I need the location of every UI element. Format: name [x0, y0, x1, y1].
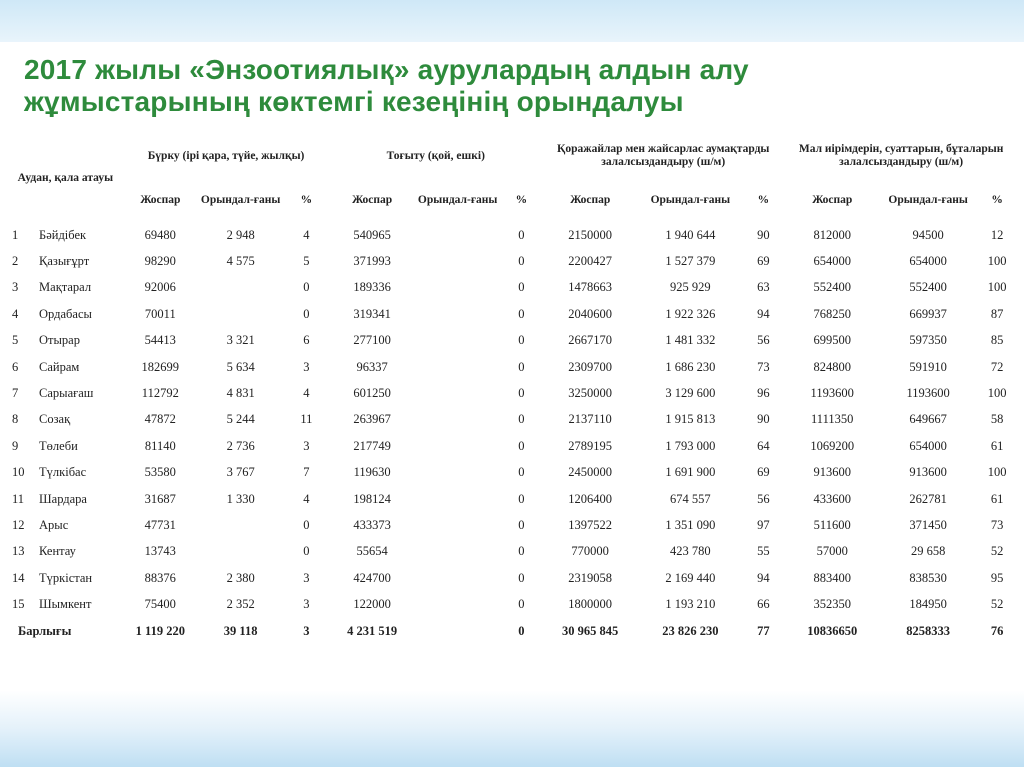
table-cell: 4: [303, 491, 310, 506]
table-cell: [415, 222, 501, 248]
table-cell: 85: [990, 333, 1004, 348]
table-row: [8, 486, 1018, 512]
table-cell: 5: [303, 254, 310, 269]
table-cell: 100: [987, 280, 1007, 295]
table-cell: 1 193 210: [665, 597, 716, 612]
table-cell: 56: [757, 333, 770, 348]
table-cell: 52: [990, 597, 1004, 612]
table-cell: 3250000: [568, 386, 613, 401]
table-cell: 2150000: [568, 227, 613, 242]
table-cell: 669937: [909, 306, 947, 321]
table-cell: 0: [518, 570, 525, 585]
table-cell: 94500: [912, 227, 944, 242]
table-cell: 184950: [909, 597, 947, 612]
table-cell: 433600: [813, 491, 851, 506]
table-cell: 674 557: [670, 491, 711, 506]
col-pct: %: [515, 193, 528, 206]
table-cell: 29 658: [910, 544, 946, 559]
table-cell: 52: [990, 544, 1004, 559]
table-row: [8, 539, 1018, 565]
table-cell: 81140: [144, 438, 176, 453]
table-cell: 913600: [909, 465, 947, 480]
table-cell: 540965: [353, 227, 391, 242]
table-cell: 1 686 230: [665, 359, 716, 374]
col-pct: %: [991, 193, 1003, 206]
table-cell: 31687: [144, 491, 176, 506]
table-cell: 824800: [813, 359, 851, 374]
slide-title: [24, 54, 1004, 118]
total-cell: [415, 618, 501, 646]
table-cell: 217749: [353, 438, 391, 453]
table-cell: 0: [518, 280, 525, 295]
table-cell: 1193600: [906, 386, 950, 401]
table-cell: 97: [757, 517, 770, 532]
table-cell: [198, 512, 284, 538]
district-name: Төлеби: [39, 438, 78, 453]
table-cell: 654000: [909, 438, 947, 453]
table-row: [8, 565, 1018, 591]
table-cell: 198124: [353, 491, 391, 506]
table-cell: 61: [990, 438, 1004, 453]
col-pct: %: [757, 193, 770, 206]
row-number: 15: [12, 597, 25, 612]
district-name: Арыс: [39, 517, 69, 532]
table-cell: 591910: [909, 359, 947, 374]
table-cell: 2 380: [226, 570, 255, 585]
table-row: [8, 301, 1018, 327]
table-cell: 2450000: [568, 465, 613, 480]
table-cell: [415, 565, 501, 591]
table-cell: 63: [757, 280, 770, 295]
table-cell: 61: [990, 491, 1004, 506]
table-cell: 3: [303, 359, 310, 374]
total-cell: 8258333: [906, 624, 951, 639]
table-cell: 5 244: [226, 412, 255, 427]
group-header-premises: Қоражайлар мен жайсарлас аумақтарды залалсыздандыру (ш/м): [557, 143, 770, 168]
table-cell: 3 129 600: [665, 386, 716, 401]
district-name: Сарыағаш: [39, 386, 94, 401]
district-name: Кентау: [39, 544, 76, 559]
district-name: Түлкібас: [39, 465, 87, 480]
table-cell: 1 330: [226, 491, 255, 506]
total-cell: 3: [303, 624, 310, 639]
district-name: Шардара: [39, 491, 87, 506]
table-cell: 69: [757, 465, 770, 480]
table-cell: [415, 486, 501, 512]
table-cell: 90: [757, 412, 770, 427]
row-number: 11: [12, 491, 25, 506]
row-number: 4: [12, 306, 19, 321]
table-cell: 0: [518, 544, 525, 559]
table-cell: [415, 328, 501, 354]
table-cell: 7: [303, 465, 310, 480]
total-cell: 0: [518, 624, 525, 639]
total-cell: 1 119 220: [135, 624, 185, 639]
row-number: 12: [12, 517, 25, 532]
table-cell: [415, 460, 501, 486]
total-cell: 39 118: [223, 624, 258, 639]
table-cell: [415, 354, 501, 380]
table-cell: 2309700: [568, 359, 613, 374]
table-cell: 90: [757, 227, 770, 242]
table-cell: 0: [518, 517, 525, 532]
table-cell: 1 940 644: [665, 227, 716, 242]
table-cell: 55654: [356, 544, 388, 559]
row-number: 5: [12, 333, 19, 348]
table-cell: 12: [990, 227, 1004, 242]
table-cell: 13743: [144, 544, 176, 559]
table-cell: 88376: [144, 570, 176, 585]
table-row: [8, 248, 1018, 274]
table-row: [8, 380, 1018, 406]
district-name: Ордабасы: [39, 306, 92, 321]
table-cell: 73: [757, 359, 770, 374]
table-cell: 69: [757, 254, 770, 269]
table-cell: 0: [518, 306, 525, 321]
col-plan: Жоспар: [140, 193, 181, 206]
table-cell: 54413: [144, 333, 176, 348]
table-cell: 699500: [813, 333, 851, 348]
table-cell: 72: [990, 359, 1004, 374]
table-cell: 98290: [144, 254, 176, 269]
table-body: [8, 222, 1018, 646]
district-name: Түркістан: [39, 570, 93, 585]
table-cell: 56: [757, 491, 770, 506]
table-cell: 4: [303, 386, 310, 401]
table-cell: 319341: [353, 306, 391, 321]
row-number: 8: [12, 412, 19, 427]
table-cell: 352350: [813, 597, 851, 612]
table-cell: 0: [518, 254, 525, 269]
header-row-sub: [8, 178, 1018, 222]
table-cell: 2137110: [568, 412, 612, 427]
table-cell: 122000: [353, 597, 391, 612]
table-cell: 3: [303, 438, 310, 453]
slide: [0, 42, 1024, 687]
table-cell: 649667: [909, 412, 947, 427]
table-cell: 0: [518, 438, 525, 453]
col-done: Орындал-ғаны: [650, 193, 731, 206]
table-cell: 66: [757, 597, 770, 612]
district-name: Созақ: [39, 412, 71, 427]
table-cell: 2040600: [568, 306, 613, 321]
table-cell: 6: [303, 333, 310, 348]
table-cell: 58: [990, 412, 1004, 427]
table-cell: 92006: [144, 280, 176, 295]
table-cell: [415, 275, 501, 301]
table-row: [8, 591, 1018, 617]
table-cell: 95: [990, 570, 1004, 585]
total-cell: 4 231 519: [347, 624, 398, 639]
table-cell: 189336: [353, 280, 391, 295]
district-name: Отырар: [39, 333, 80, 348]
table-cell: 3 767: [226, 465, 255, 480]
row-number: 6: [12, 359, 19, 374]
row-number: 2: [12, 254, 19, 269]
table-row: [8, 354, 1018, 380]
table-cell: 1069200: [810, 438, 855, 453]
table-cell: 119630: [353, 465, 391, 480]
table-cell: 2 169 440: [665, 570, 716, 585]
table-cell: 0: [518, 491, 525, 506]
table-cell: [415, 380, 501, 406]
total-row: [8, 618, 1018, 646]
table-cell: [198, 539, 284, 565]
table-cell: 1 922 326: [665, 306, 716, 321]
table-cell: [415, 248, 501, 274]
table-cell: 371450: [909, 517, 947, 532]
table-cell: 552400: [813, 280, 851, 295]
total-cell: 77: [757, 624, 770, 639]
table-cell: 1478663: [568, 280, 613, 295]
table-cell: 3: [303, 570, 310, 585]
table-cell: 57000: [816, 544, 848, 559]
table-row: [8, 275, 1018, 301]
table-cell: 597350: [909, 333, 947, 348]
table-cell: 70011: [144, 306, 176, 321]
table-cell: [415, 512, 501, 538]
col-done: Орындал-ғаны: [888, 193, 968, 206]
table-cell: 87: [990, 306, 1004, 321]
table-cell: 2319058: [568, 570, 613, 585]
row-number: 14: [12, 570, 25, 585]
table-cell: 883400: [813, 570, 851, 585]
row-number: 13: [12, 544, 25, 559]
table-cell: [198, 301, 284, 327]
table-cell: 2 736: [226, 438, 255, 453]
group-header-spraying: Бүрку (ірі қара, түйе, жылқы): [147, 149, 305, 162]
total-cell: 23 826 230: [662, 624, 719, 639]
table-cell: 768250: [813, 306, 851, 321]
table-cell: 511600: [813, 517, 851, 532]
table-cell: 262781: [909, 491, 947, 506]
table-cell: 1 481 332: [665, 333, 716, 348]
col-plan: Жоспар: [352, 193, 393, 206]
district-name: Бәйдібек: [39, 227, 87, 242]
table-cell: 913600: [813, 465, 851, 480]
table-cell: 2667170: [568, 333, 613, 348]
table-cell: 0: [518, 386, 525, 401]
district-name: Шымкент: [39, 597, 92, 612]
table-cell: 5 634: [226, 359, 255, 374]
table-cell: 73: [990, 517, 1004, 532]
table-cell: 2 948: [226, 227, 255, 242]
table-cell: 0: [518, 333, 525, 348]
col-plan: Жоспар: [570, 193, 611, 206]
table-cell: 433373: [353, 517, 391, 532]
data-table: [8, 134, 1018, 646]
table-cell: 654000: [813, 254, 851, 269]
table-cell: 1 527 379: [665, 254, 716, 269]
table-cell: 69480: [144, 227, 176, 242]
table-cell: 94: [757, 306, 770, 321]
table-cell: 3 321: [226, 333, 255, 348]
district-header: Аудан, қала атауы: [17, 171, 114, 184]
table-cell: 47872: [144, 412, 176, 427]
table-cell: 94: [757, 570, 770, 585]
table-cell: 1 691 900: [665, 465, 716, 480]
total-cell: 30 965 845: [562, 624, 619, 639]
total-label: Барлығы: [18, 624, 72, 639]
table-cell: 2200427: [568, 254, 613, 269]
table-cell: 552400: [909, 280, 947, 295]
table-cell: 64: [757, 438, 770, 453]
table-row: [8, 407, 1018, 433]
table-cell: 96337: [356, 359, 388, 374]
table-cell: 100: [987, 465, 1007, 480]
total-cell: 10836650: [807, 624, 858, 639]
row-number: 7: [12, 386, 19, 401]
table-cell: 371993: [353, 254, 391, 269]
table-cell: 812000: [813, 227, 851, 242]
table-cell: 654000: [909, 254, 947, 269]
group-header-pens: Мал иірімдерін, суаттарын, бұталарын залалсыздандыру (ш/м): [798, 143, 1004, 168]
table-row: [8, 433, 1018, 459]
table-row: [8, 222, 1018, 248]
table-cell: 277100: [353, 333, 391, 348]
table-cell: 601250: [353, 386, 391, 401]
table-cell: 2789195: [568, 438, 613, 453]
table-cell: 424700: [353, 570, 391, 585]
table-cell: 1111350: [811, 412, 854, 427]
row-number: 3: [12, 280, 19, 295]
table-cell: 3: [303, 597, 310, 612]
table-cell: [415, 539, 501, 565]
table-cell: 0: [518, 412, 525, 427]
title-line-2: жұмыстарының көктемгі кезеңінің орындалуы: [24, 86, 684, 117]
table-cell: 1193600: [810, 386, 854, 401]
district-name: Қазығұрт: [39, 254, 90, 269]
title-line-1: 2017 жылы «Энзоотиялық» аурулардың алдын алу: [24, 54, 749, 85]
table-cell: 0: [303, 306, 310, 321]
table-cell: 112792: [141, 386, 179, 401]
table-row: [8, 512, 1018, 538]
table-cell: 4 575: [226, 254, 255, 269]
group-header-dipping: Тоғыту (қой, ешкі): [386, 149, 485, 162]
district-name: Мақтарал: [39, 280, 92, 295]
header-row-groups: [8, 134, 1018, 178]
table-cell: 0: [303, 544, 310, 559]
row-number: 9: [12, 438, 19, 453]
table-cell: 1 351 090: [665, 517, 716, 532]
table-cell: 100: [987, 386, 1007, 401]
table-cell: 96: [757, 386, 770, 401]
district-name: Сайрам: [39, 359, 80, 374]
table-cell: 0: [518, 227, 525, 242]
table-cell: [198, 275, 284, 301]
row-number: 10: [12, 465, 25, 480]
table-cell: 1 793 000: [665, 438, 716, 453]
table-cell: 0: [303, 280, 310, 295]
col-done: Орындал-ғаны: [417, 193, 498, 206]
table-cell: 100: [987, 254, 1007, 269]
table-cell: 423 780: [670, 544, 711, 559]
table-cell: 838530: [909, 570, 947, 585]
col-done: Орындал-ғаны: [200, 193, 281, 206]
table-cell: [415, 407, 501, 433]
table-cell: 770000: [571, 544, 609, 559]
table-cell: [415, 301, 501, 327]
table-row: [8, 460, 1018, 486]
table-cell: 11: [300, 412, 313, 427]
total-cell: 76: [990, 624, 1004, 639]
table-cell: [415, 591, 501, 617]
table-cell: 1206400: [568, 491, 613, 506]
table-cell: 55: [757, 544, 770, 559]
table-cell: 0: [518, 597, 525, 612]
table-cell: 1397522: [568, 517, 613, 532]
table-cell: 2 352: [226, 597, 255, 612]
col-pct: %: [300, 193, 313, 206]
table-cell: 47731: [144, 517, 176, 532]
table-cell: [415, 433, 501, 459]
table-cell: 75400: [144, 597, 176, 612]
row-number: 1: [12, 227, 19, 242]
table-cell: 0: [518, 359, 525, 374]
table-row: [8, 328, 1018, 354]
table-cell: 1800000: [568, 597, 613, 612]
table-cell: 4 831: [226, 386, 255, 401]
table-cell: 925 929: [670, 280, 711, 295]
table-cell: 0: [518, 465, 525, 480]
table-cell: 0: [303, 517, 310, 532]
table-cell: 182699: [141, 359, 180, 374]
table-cell: 4: [303, 227, 310, 242]
col-plan: Жоспар: [812, 193, 853, 206]
table-cell: 263967: [353, 412, 391, 427]
table-cell: 1 915 813: [665, 412, 716, 427]
table-cell: 53580: [144, 465, 176, 480]
